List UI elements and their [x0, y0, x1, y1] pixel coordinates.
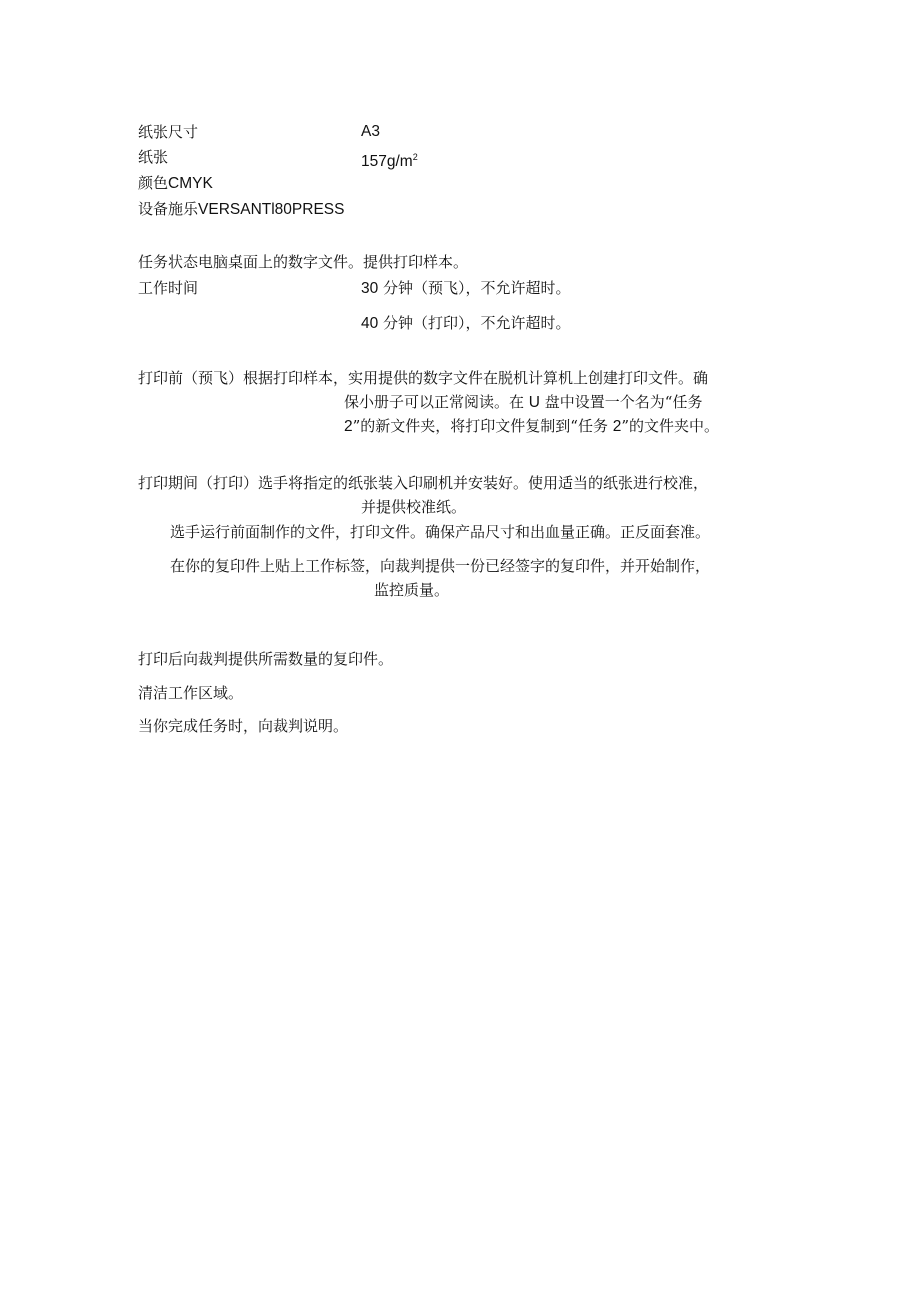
device-value: VERSANTl80PRESS [198, 201, 345, 218]
device-row [138, 199, 344, 220]
during-print-line-2: 并提供校准纸。 [361, 498, 467, 516]
color-label: 颜色 [138, 174, 169, 192]
during-print-line-4: 在你的复印件上贴上工作标签，向裁判提供一份已经签字的复印件，并开始制作， [170, 557, 711, 575]
after-print-line-2: 清洁工作区域。 [138, 684, 244, 702]
paper-label: 纸张 [138, 148, 169, 166]
work-time-label: 工作时间 [138, 279, 199, 297]
during-print-line-5: 监控质量。 [374, 581, 450, 599]
device-label: 设备施乐 [138, 200, 199, 218]
during-print-line-1: 打印期间（打印）选手将指定的纸张装入印刷机并安装好。使用适当的纸张进行校准， [138, 474, 709, 492]
work-time-preflight: 30 分钟（预飞），不允许超时。 [361, 279, 571, 297]
before-print-line-3: 2”的新文件夹，将打印文件复制到“任务 2”的文件夹中。 [344, 417, 720, 435]
work-time-print: 40 分钟（打印），不允许超时。 [361, 314, 571, 332]
paper-value: $157g/m^2$ [361, 152, 418, 170]
color-value: CMYK [168, 175, 213, 192]
before-print-line-1: 打印前（预飞）根据打印样本，实用提供的数字文件在脱机计算机上创建打印文件。确 [138, 369, 709, 387]
color-row [138, 173, 213, 194]
task-status: 任务状态电脑桌面上的数字文件。提供打印样本。 [138, 253, 469, 271]
after-print-line-3: 当你完成任务时，向裁判说明。 [138, 717, 349, 735]
during-print-line-3: 选手运行前面制作的文件，打印文件。确保产品尺寸和出血量正确。正反面套准。 [170, 523, 711, 541]
before-print-line-2: 保小册子可以正常阅读。在 U 盘中设置一个名为“任务 [344, 393, 703, 411]
after-print-line-1: 打印后向裁判提供所需数量的复印件。 [138, 650, 394, 668]
paper-size-value: A3 [361, 123, 380, 140]
paper-size-label: 纸张尺寸 [138, 123, 199, 141]
paper-value-superscript: 2 [412, 152, 418, 162]
